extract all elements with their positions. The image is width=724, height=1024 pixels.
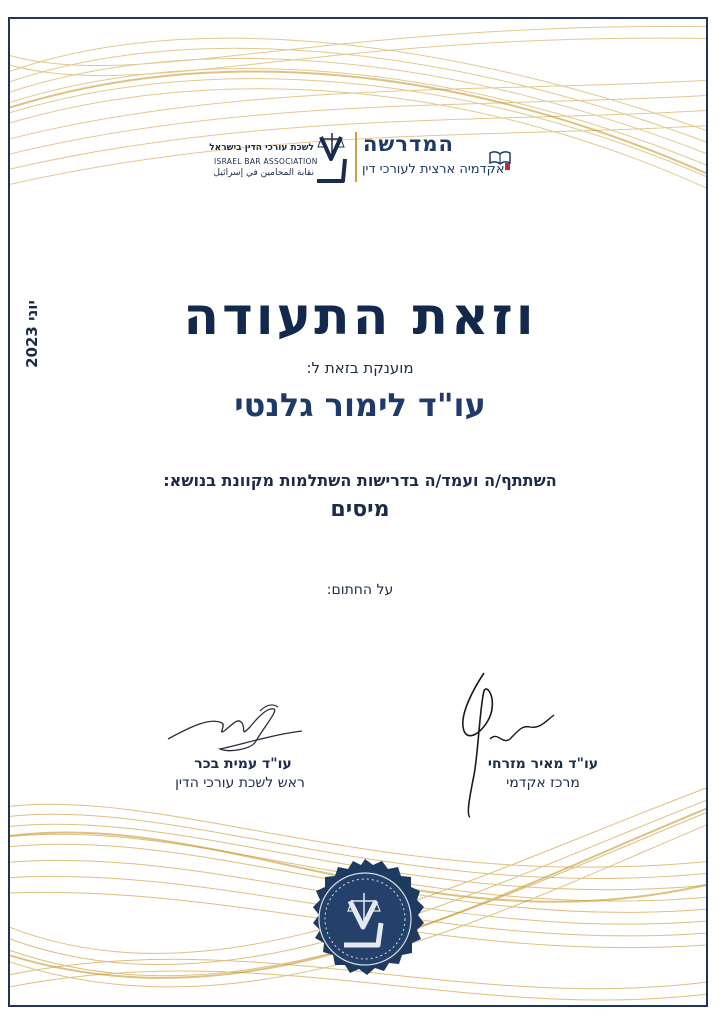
right-signature	[450, 665, 570, 825]
signed-label: על החתום:	[326, 582, 394, 598]
participation-text: השתתף/ה ועמד/ה בדרישות השתלמות מקוונת בנושא:	[163, 471, 557, 490]
bar-arabic-name: نقابة المحامين في إسرائيل	[213, 168, 314, 178]
midrasha-title: המדרשה	[363, 132, 454, 156]
certificate-title: וזאת התעודה	[183, 287, 537, 347]
date-text: יוני 2023	[23, 300, 41, 368]
right-signer-name: עו"ד מאיר מזרחי	[487, 756, 599, 772]
course-subject: מיסים	[330, 497, 390, 522]
bar-association-seal	[300, 857, 430, 987]
right-signer-role: מרכז אקדמי	[506, 775, 580, 791]
open-book-icon	[488, 149, 512, 171]
left-signature	[160, 687, 310, 757]
left-signer-name: עו"ד עמית בכר	[194, 756, 292, 772]
bar-hebrew-name: לשכת עורכי הדין בישראל	[209, 143, 314, 153]
granted-to-label: מוענקת בזאת ל:	[306, 359, 414, 377]
left-signer-role: ראש לשכת עורכי הדין	[175, 775, 305, 791]
certificate-frame	[8, 17, 708, 1007]
logo-divider	[355, 132, 357, 182]
bar-english-name: ISRAEL BAR ASSOCIATION	[214, 157, 318, 166]
date-vertical	[12, 294, 52, 374]
midrasha-subtitle: אקדמיה ארצית לעורכי דין	[362, 162, 505, 177]
recipient-name: עו"ד לימור גלנטי	[234, 386, 486, 424]
scales-of-justice-icon	[315, 129, 349, 187]
header-logos	[10, 119, 708, 199]
